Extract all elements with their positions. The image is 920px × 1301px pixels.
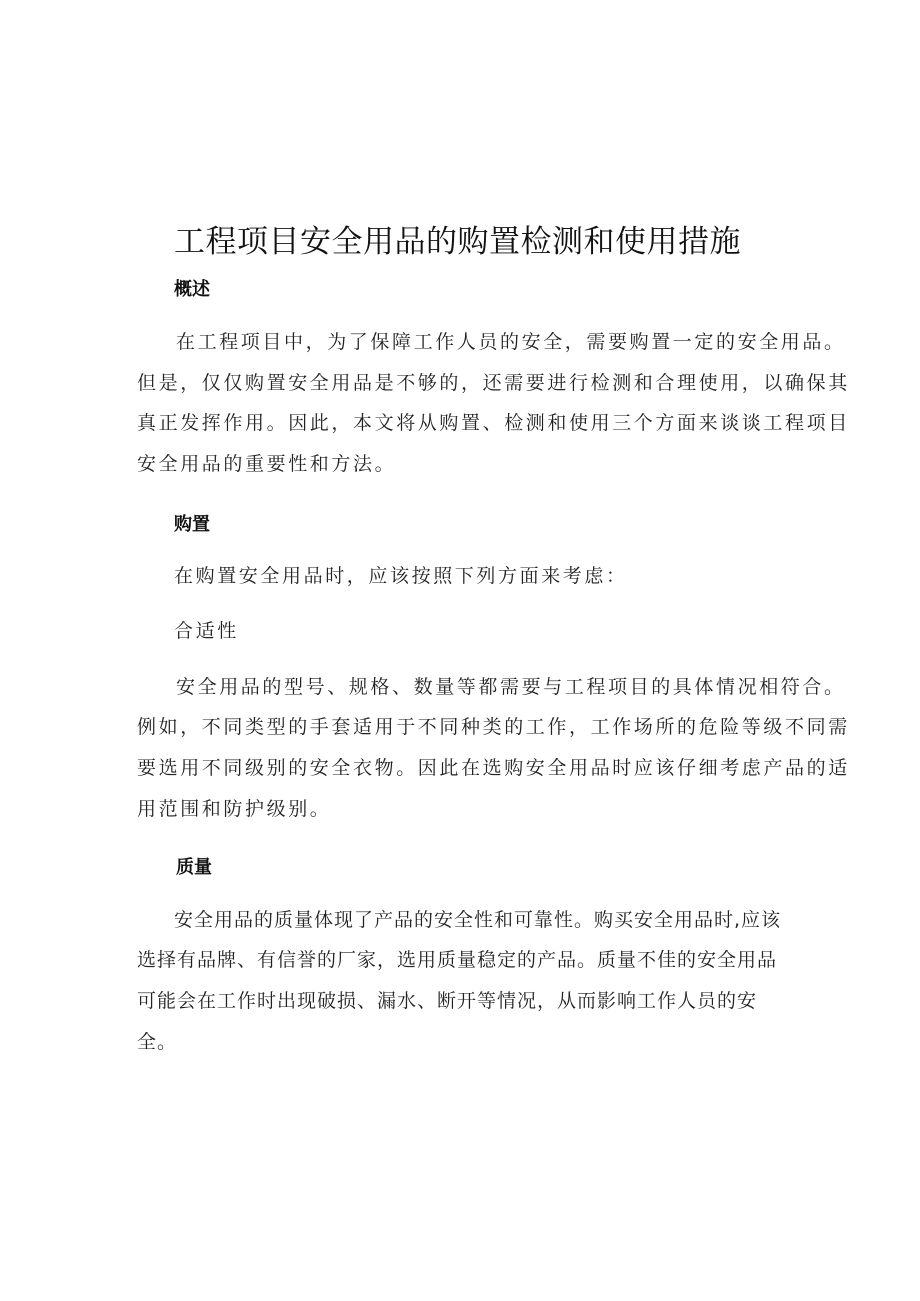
paragraph-line: 真正发挥作用。因此，本文将从购置、检测和使用三个方面来谈谈工程项目 [137,412,850,434]
paragraph-line: 在购置安全用品时，应该按照下列方面来考虑： [174,565,628,587]
paragraph-line: 但是，仅仅购置安全用品是不够的，还需要进行检测和合理使用，以确保其 [137,372,850,394]
document-title: 工程项目安全用品的购置检测和使用措施 [174,224,741,260]
paragraph-line: 例如，不同类型的手套适用于不同种类的工作，工作场所的危险等级不同需 [137,716,850,738]
section-heading-purchase: 购置 [174,514,210,535]
paragraph-line: 选择有品牌、有信誉的厂家，选用质量稳定的产品。质量不佳的安全用品 [137,949,778,971]
paragraph-line: 全。 [137,1031,178,1053]
paragraph-line: 用范围和防护级别。 [137,798,332,820]
section-heading-quality: 质量 [176,857,212,878]
paragraph-line: 在工程项目中，为了保障工作人员的安全，需要购置一定的安全用品。 [176,331,846,353]
paragraph-line: 安全用品的型号、规格、数量等都需要与工程项目的具体情况相符合。 [176,676,846,698]
section-heading-overview: 概述 [174,279,210,300]
paragraph-line: 要选用不同级别的安全衣物。因此在选购安全用品时应该仔细考虑产品的适 [137,757,850,779]
paragraph-line: 可能会在工作时出现破损、漏水、断开等情况，从而影响工作人员的安 [137,990,758,1012]
subheading-suitability: 合适性 [174,620,239,642]
paragraph-line: 安全用品的质量体现了产品的安全性和可靠性。购买安全用品时,应该 [174,909,782,931]
paragraph-line: 安全用品的重要性和方法。 [137,453,397,475]
